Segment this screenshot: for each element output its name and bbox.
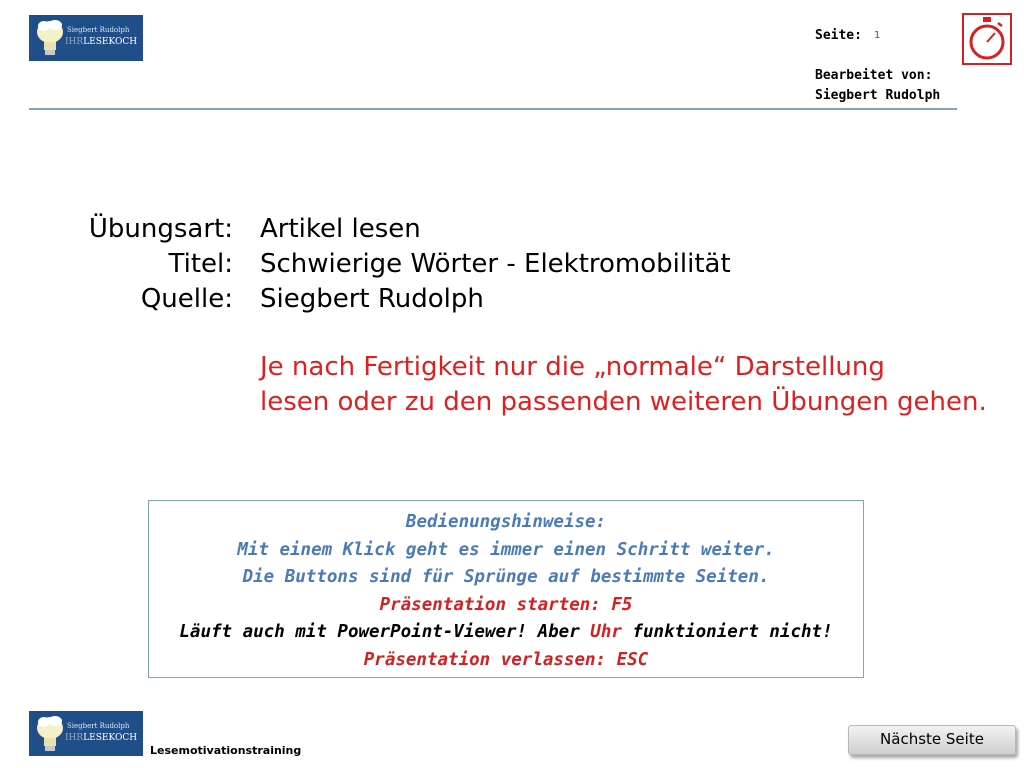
footer-logo xyxy=(29,711,143,756)
logo-lesekoch: LESEKOCH xyxy=(83,733,138,743)
instructions-line-4 xyxy=(149,619,863,647)
lightbulb-chef-icon xyxy=(33,714,67,754)
instructions-line-4a: Läuft auch mit PowerPoint-Viewer! Aber xyxy=(179,622,591,642)
instructions-box xyxy=(148,500,864,678)
exercise-type-value: Artikel lesen xyxy=(260,214,421,244)
title-value: Schwierige Wörter - Elektromobilität xyxy=(260,249,731,279)
exercise-type-label: Übungsart: xyxy=(88,214,233,244)
logo-line1: Siegbert Rudolph xyxy=(67,26,130,34)
edited-by-name: Siegbert Rudolph xyxy=(815,88,941,103)
source-value: Siegbert Rudolph xyxy=(260,284,484,314)
stopwatch-icon xyxy=(964,15,1010,63)
source-label: Quelle: xyxy=(140,284,233,314)
instructions-line-5: Präsentation verlassen: ESC xyxy=(363,649,649,670)
logo-ihr: IHR xyxy=(65,37,84,47)
logo-line2 xyxy=(65,733,137,743)
instructions-line-3: Präsentation starten: F5 xyxy=(379,594,633,615)
header-divider xyxy=(29,108,957,110)
instructions-title: Bedienungshinweise: xyxy=(405,512,607,532)
logo-line1: Siegbert Rudolph xyxy=(67,722,130,730)
instructions-line-2: Die Buttons sind für Sprünge auf bestimmte Seiten. xyxy=(242,567,770,587)
edited-by-label: Bearbeitet von: xyxy=(815,68,933,83)
stopwatch-button[interactable] xyxy=(962,13,1012,65)
footer-label: Lesemotivationstraining xyxy=(150,744,302,757)
hint-line-2: lesen oder zu den passenden weiteren Übungen gehen. xyxy=(260,387,987,417)
logo-ihr: IHR xyxy=(65,733,84,743)
instructions-line-1: Mit einem Klick geht es immer einen Schritt weiter. xyxy=(237,539,775,560)
header-logo xyxy=(29,15,143,61)
instructions-uhr: Uhr xyxy=(590,622,622,642)
logo-lesekoch: LESEKOCH xyxy=(83,37,138,47)
hint-line-1: Je nach Fertigkeit nur die „normale“ Darstellung xyxy=(260,352,885,382)
page-number: 1 xyxy=(874,30,881,41)
instructions-line-4c: funktioniert nicht! xyxy=(621,622,833,642)
lightbulb-chef-icon xyxy=(33,18,67,58)
next-page-button[interactable]: Nächste Seite xyxy=(848,725,1016,755)
page-label: Seite: xyxy=(815,28,862,43)
logo-line2 xyxy=(65,37,137,47)
title-label: Titel: xyxy=(168,249,233,279)
